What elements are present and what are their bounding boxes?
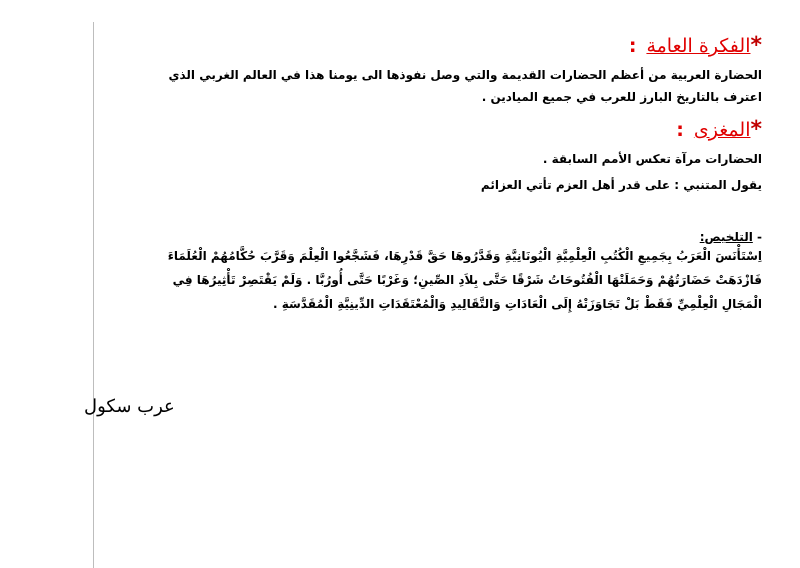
quote-line: يقول المتنبي : على قدر أهل العزم تأتي العزائم bbox=[480, 178, 762, 192]
heading-general-idea bbox=[629, 34, 762, 58]
paragraph-line: اعترف بالتاريخ البارز للعرب في جميع الميادين . bbox=[481, 90, 762, 104]
summary-title: التلخيص: bbox=[699, 230, 753, 244]
paragraph-general-idea bbox=[134, 64, 762, 108]
paragraph-line: الْمَجَالِ الْعِلْمِيِّ فَقَطْ بَلْ تَجَاوَزَتْهُ إِلَى الْعَادَاتِ وَالتَّقَالِيدِ وَالْمُعْتَقَدَاتِ الدِّينِيَّةِ الْمُقَدَّسَةِ . bbox=[272, 297, 762, 311]
heading-title: المغزى bbox=[693, 119, 751, 141]
page-margin-line bbox=[93, 22, 94, 568]
paragraph-moral bbox=[481, 148, 762, 196]
heading-star: * bbox=[750, 33, 762, 58]
heading-colon: : bbox=[628, 35, 637, 57]
heading-moral bbox=[676, 118, 762, 142]
paragraph-summary bbox=[100, 244, 762, 316]
heading-colon: : bbox=[676, 119, 684, 141]
paragraph-line: اِسْتَأْنَسَ الْعَرَبُ بِجَمِيعِ الْكُتُبِ الْعِلْمِيَّةِ الْيُونَانِيَّةِ وَقَدَّرُوهَا حَقَّ قَدْرِهَا، فَشَجَّعُوا الْعِلْمَ وَقَرَّبَ حُكَّامُهُمْ الْعُلَمَاءَ bbox=[167, 249, 762, 263]
paragraph-line: فَازْدَهَتْ حَضَارَتُهُمْ وَحَمَلَتْهَا الْفُتُوحَاتُ شَرْقًا حَتَّى بِلاَدِ الصِّينِ؛ وَغَرْبًا حَتَّى أُورُبَّا . وَلَمْ يَقْتَصِرْ تَأْثِيرُهَا فِي bbox=[172, 273, 762, 287]
paragraph-line: الحضارات مرآة تعكس الأمم السابقة . bbox=[542, 152, 762, 166]
site-watermark: عرب سكول bbox=[84, 396, 175, 417]
summary-dash: - bbox=[757, 230, 762, 244]
paragraph-line: الحضارة العربية من أعظم الحضارات القديمة والتي وصل نفوذها الى يومنا هذا في العالم الغربي الذي bbox=[168, 68, 762, 82]
heading-title: الفكرة العامة bbox=[646, 35, 751, 57]
heading-star: * bbox=[750, 117, 762, 142]
